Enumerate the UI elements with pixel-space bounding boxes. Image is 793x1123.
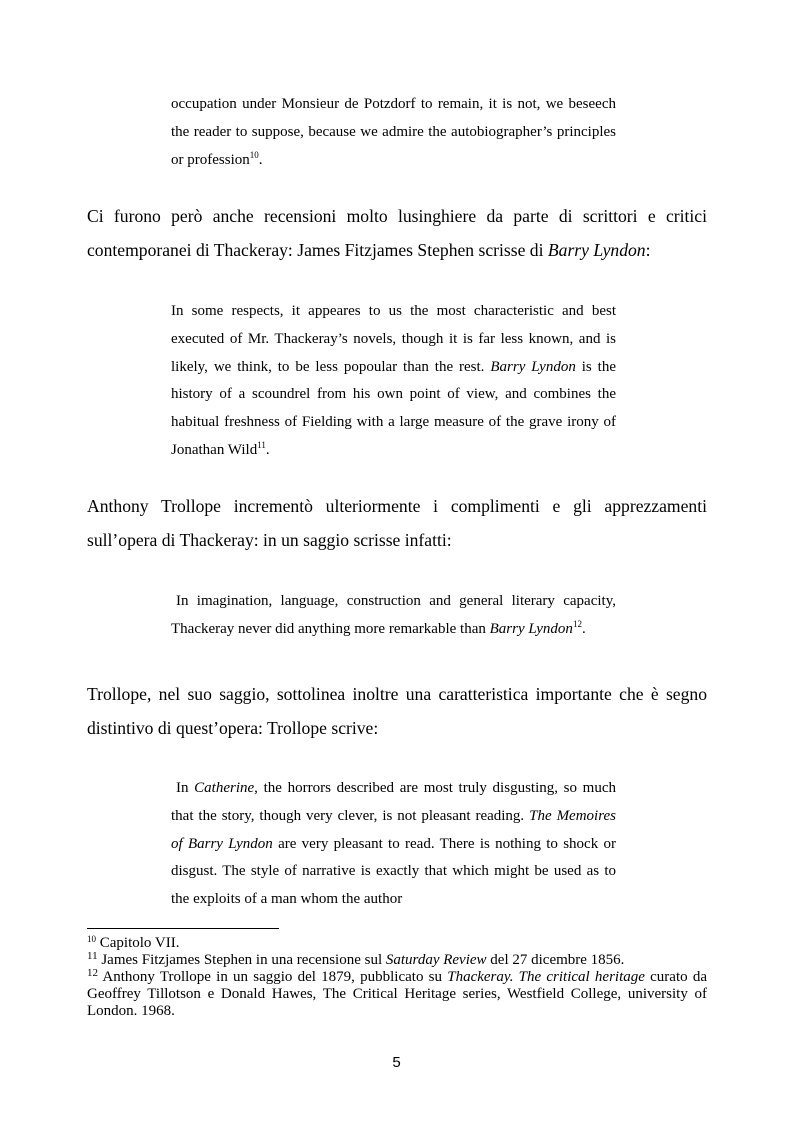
title-barry-lyndon: Barry Lyndon — [489, 621, 573, 637]
footnote-11: $^{11}$ James Fitzjames Stephen in una recensione sul Saturday Review del 27 dicembre 1856. — [87, 950, 625, 968]
title-barry-lyndon: Barry Lyndon — [490, 358, 576, 375]
page-number: 5 — [392, 1054, 401, 1071]
footnote-ref-11[interactable]: 11 — [257, 439, 266, 450]
footnote-ref-10[interactable]: 10 — [249, 149, 259, 160]
body-paragraph-reviews: Ci furono però anche recensioni molto lusinghiere da parte di scrittori e critici contemporanei di Thackeray: James Fitzjames Stephen scrisse di Barry Lyndon: — [87, 206, 707, 260]
footnote-separator — [87, 928, 279, 929]
block-quote-potzdorf: occupation under Monsieur de Potzdorf to remain, it is not, we beseech the reader to suppose, because we admire the autobiographer’s principles or profession$^{10}$. — [171, 96, 616, 168]
block-quote-stephen: In some respects, it appeares to us the most characteristic and best executed of Mr. Thackeray’s novels, though it is far less known, and is likely, we think, to be less popoular than the rest. Barry Lyndon is the history of a scoundrel from his own point of view, and combines the habitual freshness of Fielding with a large measure of the grave irony of Jonathan Wild$^{11}$. — [171, 303, 616, 458]
body-paragraph-trollope: Anthony Trollope incrementò ulteriormente i complimenti e gli apprezzamenti sull’opera di Thackeray: in un saggio scrisse infatti: — [87, 496, 707, 550]
block-quote-trollope-1: In imagination, language, construction and general literary capacity, — [176, 593, 616, 609]
title-barry-lyndon: Barry Lyndon — [547, 240, 646, 260]
block-quote-trollope-1-line2: Thackeray never did anything more remarkable than Barry Lyndon$^{12}$. — [171, 619, 586, 637]
footnote-ref-12[interactable]: 12 — [572, 619, 582, 629]
title-memoires-barry-lyndon: The Memoires of Barry Lyndon — [171, 807, 616, 852]
footnote-10: $^{10}$ Capitolo VII. — [87, 934, 180, 951]
block-quote-trollope-2: In Catherine, the horrors described are most truly disgusting, so much that the story, though very clever, is not pleasant reading. The Memoires of Barry Lyndon are very pleasant to read. There is nothing to shock or disgust. The style of narrative is exactly that which might be used as to the exploits of a man whom the author — [171, 780, 616, 908]
footnotes — [87, 935, 707, 1020]
body-paragraph-distinctive: Trollope, nel suo saggio, sottolinea inoltre una caratteristica importante che è segno distintivo di quest’opera: Trollope scrive: — [87, 684, 707, 738]
title-catherine: Catherine — [194, 780, 255, 796]
footnote-12: $^{12}$ Anthony Trollope in un saggio del 1879, pubblicato su Thackeray. The critical heritage curato da Geoffrey Tillotson e Donald Hawes, The Critical Heritage series, Westfield College, university of London. 1968. — [87, 967, 707, 1019]
